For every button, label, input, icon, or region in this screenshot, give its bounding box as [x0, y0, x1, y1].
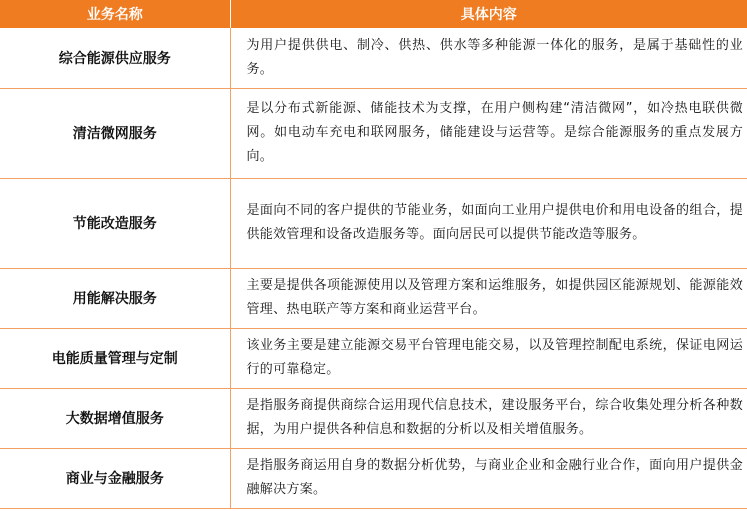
service-description: 是指服务商提供商综合运用现代信息技术，建设服务平台，综合收集处理分析各种数据，为用户提供各种信息和数据的分析以及相关增值服务。	[230, 388, 747, 448]
service-description: 主要是提供各项能源使用以及管理方案和运维服务，如提供园区能源规划、能源能效管理、热电联产等方案和商业运营平台。	[230, 268, 747, 328]
table-row	[0, 178, 747, 268]
header-business-name: 业务名称	[0, 0, 230, 28]
service-name: 清洁微网服务	[0, 88, 230, 178]
table-row	[0, 268, 747, 328]
service-description: 是面向不同的客户提供的节能业务，如面向工业用户提供电价和用电设备的组合，提供能效管理和设备改造服务等。面向居民可以提供节能改造等服务。	[230, 178, 747, 268]
service-name: 商业与金融服务	[0, 448, 230, 508]
service-name: 节能改造服务	[0, 178, 230, 268]
service-description: 是指服务商运用自身的数据分析优势，与商业企业和金融行业合作，面向用户提供金融解决方案。	[230, 448, 747, 508]
service-name: 用能解决服务	[0, 268, 230, 328]
table-row	[0, 28, 747, 88]
table-row	[0, 388, 747, 448]
table-row	[0, 448, 747, 508]
service-name: 电能质量管理与定制	[0, 328, 230, 388]
service-name: 综合能源供应服务	[0, 28, 230, 88]
table-row	[0, 328, 747, 388]
header-content: 具体内容	[230, 0, 747, 28]
table-row	[0, 88, 747, 178]
service-description: 是以分布式新能源、储能技术为支撑，在用户侧构建“清洁微网”，如冷热电联供微网。如电动车充电和联网服务，储能建设与运营等。是综合能源服务的重点发展方向。	[230, 88, 747, 178]
service-description: 为用户提供供电、制冷、供热、供水等多种能源一体化的服务，是属于基础性的业务。	[230, 28, 747, 88]
table-header-row	[0, 0, 747, 28]
service-name: 大数据增值服务	[0, 388, 230, 448]
service-description: 该业务主要是建立能源交易平台管理电能交易，以及管理控制配电系统，保证电网运行的可靠稳定。	[230, 328, 747, 388]
